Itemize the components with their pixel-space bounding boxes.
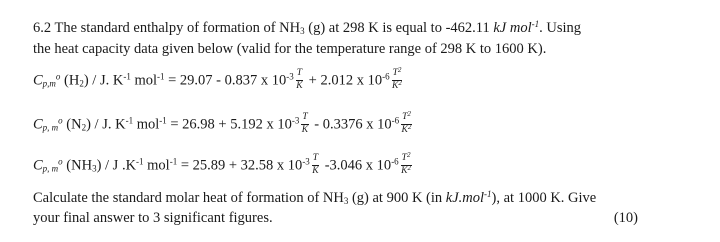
fraction-denominator: K <box>312 165 319 176</box>
cp-symbol: C <box>33 157 43 174</box>
fraction-denominator-exponent: 2 <box>398 78 402 87</box>
intro-text: . Using <box>539 20 581 36</box>
task-subscript: 3 <box>343 196 349 207</box>
units-text: mol <box>133 116 160 133</box>
cp-subscript: p, m <box>42 163 59 174</box>
species-subscript: 3 <box>92 163 97 174</box>
fraction-denominator <box>401 163 412 177</box>
intro-line-2: the heat capacity data given below (valid for the temperature range of 298 K to 1600 K). <box>33 41 547 57</box>
fraction-t2-over-k2 <box>392 66 403 91</box>
species-label: (NH <box>62 157 93 174</box>
units-exponent: -1 <box>125 115 134 126</box>
task-text: your final answer to 3 significant figures. <box>33 210 273 226</box>
units-exponent: -1 <box>123 71 131 82</box>
equation-rhs: + 2.012 x 10 <box>305 72 383 89</box>
equation-rhs: = 26.98 + 5.192 x 10 <box>166 116 292 133</box>
task-unit-exponent: -1 <box>484 189 492 200</box>
units-text: ) / J. K <box>83 72 124 89</box>
fraction-denominator: K <box>296 80 303 91</box>
units-text: ) / J .K <box>96 157 137 174</box>
fraction-t2-over-k2 <box>401 151 412 176</box>
fraction-numerator-base: T <box>401 153 407 163</box>
standard-state-mark: o <box>58 156 63 167</box>
units-text: ) / J. K <box>86 116 126 133</box>
units-exponent: -1 <box>159 115 167 126</box>
fraction-t-over-k <box>301 113 308 135</box>
task-text: ), at 1000 K. Give <box>491 190 597 206</box>
fraction-numerator-base: T <box>392 68 398 78</box>
equation-h2 <box>33 66 404 92</box>
equation-rhs: -3.046 x 10 <box>321 157 392 174</box>
units-text: mol <box>130 72 157 89</box>
fraction-denominator-base: K <box>392 80 399 91</box>
fraction-denominator-exponent: 2 <box>407 163 412 172</box>
fraction-t-over-k <box>312 154 319 176</box>
task-line-1 <box>33 190 596 207</box>
fraction-numerator: T <box>312 154 319 166</box>
units-exponent: -1 <box>157 71 165 82</box>
power-exponent: -3 <box>286 71 294 82</box>
marks-label: (10) <box>613 210 638 226</box>
fraction-t-over-k <box>296 69 303 91</box>
intro-subscript: 3 <box>300 26 305 37</box>
power-exponent: -6 <box>382 71 390 82</box>
fraction-numerator-exponent: 2 <box>407 110 411 119</box>
fraction-t2-over-k2 <box>401 110 412 135</box>
equation-n2 <box>33 110 414 136</box>
fraction-denominator-base: K <box>401 124 408 135</box>
power-exponent: -6 <box>391 156 399 167</box>
fraction-numerator-exponent: 2 <box>397 66 402 75</box>
cp-symbol: C <box>33 72 43 89</box>
task-text: (g) at 900 K (in <box>348 190 446 206</box>
equation-rhs: - 0.3376 x 10 <box>310 116 392 133</box>
task-line-2 <box>33 210 680 227</box>
task-text: Calculate the standard molar heat of formation of NH <box>33 190 344 206</box>
cp-subscript: p, m <box>42 122 59 133</box>
species-subscript: 2 <box>79 78 84 89</box>
fraction-numerator-base: T <box>402 112 408 122</box>
fraction-numerator: T <box>296 69 303 81</box>
fraction-numerator: T <box>301 113 308 125</box>
fraction-numerator-exponent: 2 <box>406 151 411 160</box>
units-exponent: -1 <box>169 156 178 167</box>
fraction-denominator <box>392 78 403 92</box>
standard-state-mark: o <box>58 115 63 126</box>
power-exponent: -3 <box>291 115 300 126</box>
intro-line-1 <box>33 20 581 37</box>
cp-symbol: C <box>33 116 43 133</box>
intro-text: 6.2 The standard enthalpy of formation of NH <box>33 20 301 36</box>
equation-rhs: = 25.89 + 32.58 x 10 <box>177 157 303 174</box>
cp-subscript: p,m <box>42 78 56 89</box>
fraction-denominator <box>401 122 412 136</box>
task-unit: kJ.mol <box>445 190 485 206</box>
intro-text: (g) at 298 K is equal to -462.11 <box>304 20 494 36</box>
units-exponent: -1 <box>136 156 144 167</box>
species-label: (N <box>62 116 82 133</box>
fraction-denominator-exponent: 2 <box>407 122 412 131</box>
intro-unit-exponent: -1 <box>531 19 540 30</box>
power-exponent: -3 <box>302 156 310 167</box>
intro-unit: kJ mol <box>493 20 532 36</box>
power-exponent: -6 <box>391 115 400 126</box>
species-subscript: 2 <box>81 122 87 133</box>
species-label: (H <box>60 72 80 89</box>
equation-nh3 <box>33 151 414 177</box>
fraction-denominator: K <box>301 124 309 135</box>
standard-state-mark: o <box>55 71 61 82</box>
fraction-denominator-base: K <box>401 165 408 176</box>
equation-rhs: = 29.07 - 0.837 x 10 <box>164 72 287 89</box>
units-text: mol <box>143 157 170 174</box>
